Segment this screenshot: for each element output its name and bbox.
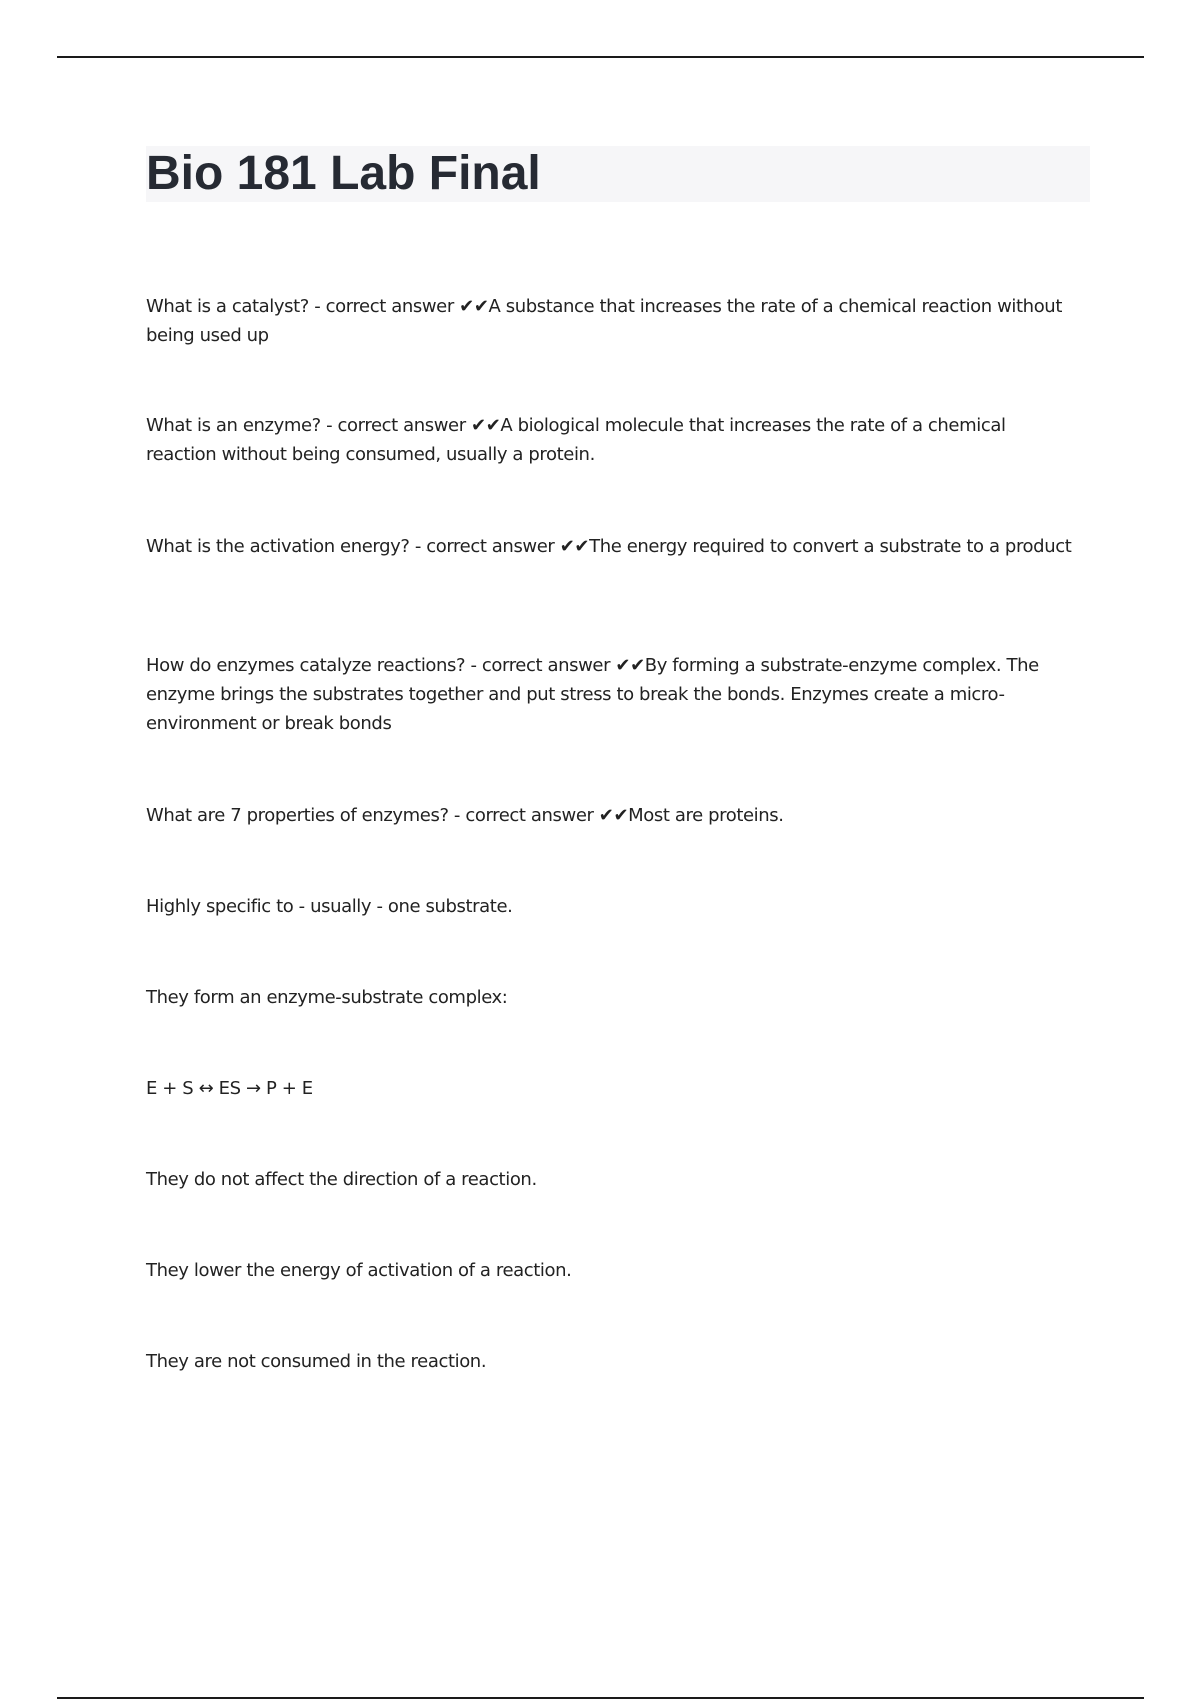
property-complex: They form an enzyme-substrate complex: bbox=[146, 987, 508, 1008]
qa-catalyst: What is a catalyst? - correct answer ✔✔A substance that increases the rate of a chemical reaction without being used up bbox=[146, 296, 1062, 346]
qa-activation-energy: What is the activation energy? - correct answer ✔✔The energy required to convert a substrate to a product bbox=[146, 536, 1072, 557]
reaction-equation: E + S ↔ ES → P + E bbox=[146, 1078, 313, 1099]
qa-enzyme-catalysis: How do enzymes catalyze reactions? - correct answer ✔✔By forming a substrate-enzyme complex. The enzyme brings the substrates together and put stress to break the bonds. Enzymes create a micro-environment or break bonds bbox=[146, 655, 1039, 734]
property-specific: Highly specific to - usually - one substrate. bbox=[146, 896, 513, 917]
property-not-consumed: They are not consumed in the reaction. bbox=[146, 1351, 487, 1372]
top-rule bbox=[57, 56, 1144, 58]
property-direction: They do not affect the direction of a reaction. bbox=[146, 1169, 537, 1190]
qa-enzyme: What is an enzyme? - correct answer ✔✔A biological molecule that increases the rate of a chemical reaction without being consumed, usually a protein. bbox=[146, 415, 1006, 465]
qa-enzyme-properties: What are 7 properties of enzymes? - correct answer ✔✔Most are proteins. bbox=[146, 805, 784, 826]
document-title: Bio 181 Lab Final bbox=[146, 147, 541, 200]
bottom-rule bbox=[57, 1697, 1144, 1699]
property-activation: They lower the energy of activation of a reaction. bbox=[146, 1260, 572, 1281]
